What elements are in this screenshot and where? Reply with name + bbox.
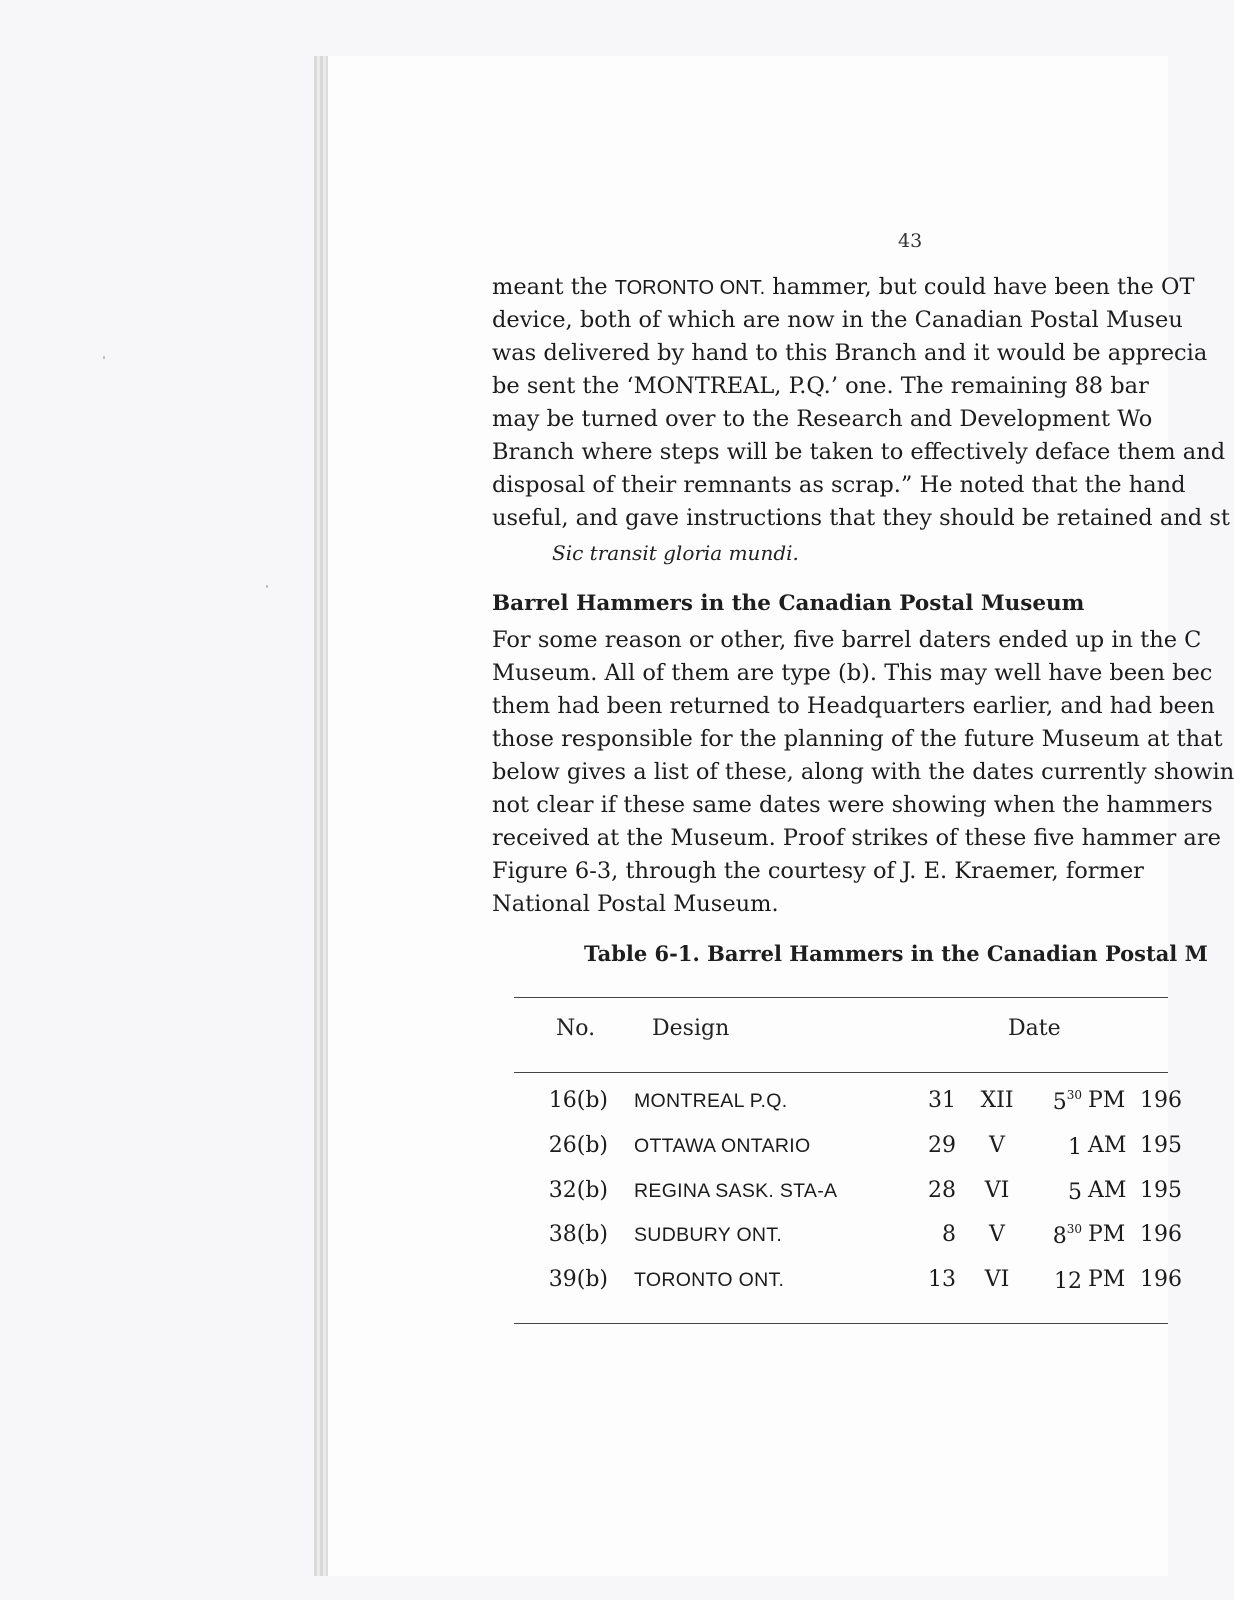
table-row [0,1178,1182,1212]
table-row [0,1267,1182,1301]
cell-no: 26(b) [548,1133,608,1158]
text-line: National Postal Museum. [492,891,779,917]
cell-time: $8^{30}$ [1052,1222,1082,1249]
cell-time: 12 [1054,1269,1082,1294]
cell-day: 28 [928,1178,956,1203]
cell-month: XII [980,1088,1014,1113]
cell-day: 8 [942,1222,956,1247]
header-date: Date [1008,1016,1061,1041]
table-top-rule [514,997,1168,998]
text-line: Figure 6-3, through the courtesy of J. E. Kraemer, former [492,858,1144,884]
table-header-rule [514,1072,1168,1073]
text-line: not clear if these same dates were showing when the hammers [492,792,1213,818]
cell-year: 196 [1140,1222,1182,1247]
cell-time: 1 [1068,1135,1082,1160]
cell-month: VI [984,1178,1010,1203]
cell-day: 29 [928,1133,956,1158]
cell-month: V [989,1133,1005,1158]
text-line: below gives a list of these, along with the dates currently showin [492,759,1234,785]
paper-speck [266,585,268,588]
text-line: For some reason or other, five barrel daters ended up in the C [492,627,1202,653]
cell-ampm: PM [1088,1088,1126,1113]
text-line: them had been returned to Headquarters earlier, and had been [492,693,1215,719]
cell-time: 5 [1068,1180,1082,1205]
cell-no: 39(b) [548,1267,608,1292]
table-row [0,1222,1182,1256]
cell-month: VI [984,1267,1010,1292]
cell-day: 31 [928,1088,956,1113]
table-bottom-rule [514,1323,1168,1324]
text-line: meant the TORONTO ONT. hammer, but could have been the OT [492,274,1195,300]
cell-time: $5^{30}$ [1052,1088,1082,1115]
text-line: disposal of their remnants as scrap.” He noted that the hand [492,472,1186,498]
cell-ampm: AM [1088,1178,1127,1203]
page-number: 43 [898,230,923,252]
cell-day: 13 [928,1267,956,1292]
text-line: may be turned over to the Research and Development Wo [492,406,1153,432]
cell-year: 196 [1140,1267,1182,1292]
latin-quote: Sic transit gloria mundi. [552,541,799,565]
cell-year: 195 [1140,1178,1182,1203]
table-row [0,1133,1182,1167]
text-line: received at the Museum. Proof strikes of these five hammer are [492,825,1221,851]
cell-no: 32(b) [548,1178,608,1203]
cell-no: 38(b) [548,1222,608,1247]
table-row [0,1088,1182,1122]
cell-ampm: PM [1088,1222,1126,1247]
text-line: was delivered by hand to this Branch and it would be apprecia [492,340,1208,366]
text-line: useful, and gave instructions that they should be retained and st [492,505,1230,531]
text-line: those responsible for the planning of the future Museum at that [492,726,1223,752]
cell-design: TORONTO ONT. [634,1269,785,1291]
cell-year: 196 [1140,1088,1182,1113]
cell-month: V [989,1222,1005,1247]
paper-speck [103,356,105,359]
text-line: be sent the ‘MONTREAL, P.Q.’ one. The remaining 88 bar [492,373,1149,399]
text-line: Museum. All of them are type (b). This may well have been bec [492,660,1213,686]
header-design: Design [652,1016,730,1041]
cell-ampm: PM [1088,1267,1126,1292]
header-no: No. [556,1016,596,1041]
cell-year: 195 [1140,1133,1182,1158]
cell-design: SUDBURY ONT. [634,1224,783,1246]
cell-design: OTTAWA ONTARIO [634,1135,811,1157]
cell-design: MONTREAL P.Q. [634,1090,788,1112]
table-caption: Table 6-1. Barrel Hammers in the Canadian Postal M [584,941,1208,966]
text-line: device, both of which are now in the Canadian Postal Museu [492,307,1183,333]
section-heading: Barrel Hammers in the Canadian Postal Museum [492,591,1085,616]
text-line: Branch where steps will be taken to effectively deface them and [492,439,1226,465]
cell-no: 16(b) [548,1088,608,1113]
cell-design: REGINA SASK. STA-A [634,1180,838,1202]
cell-ampm: AM [1088,1133,1127,1158]
